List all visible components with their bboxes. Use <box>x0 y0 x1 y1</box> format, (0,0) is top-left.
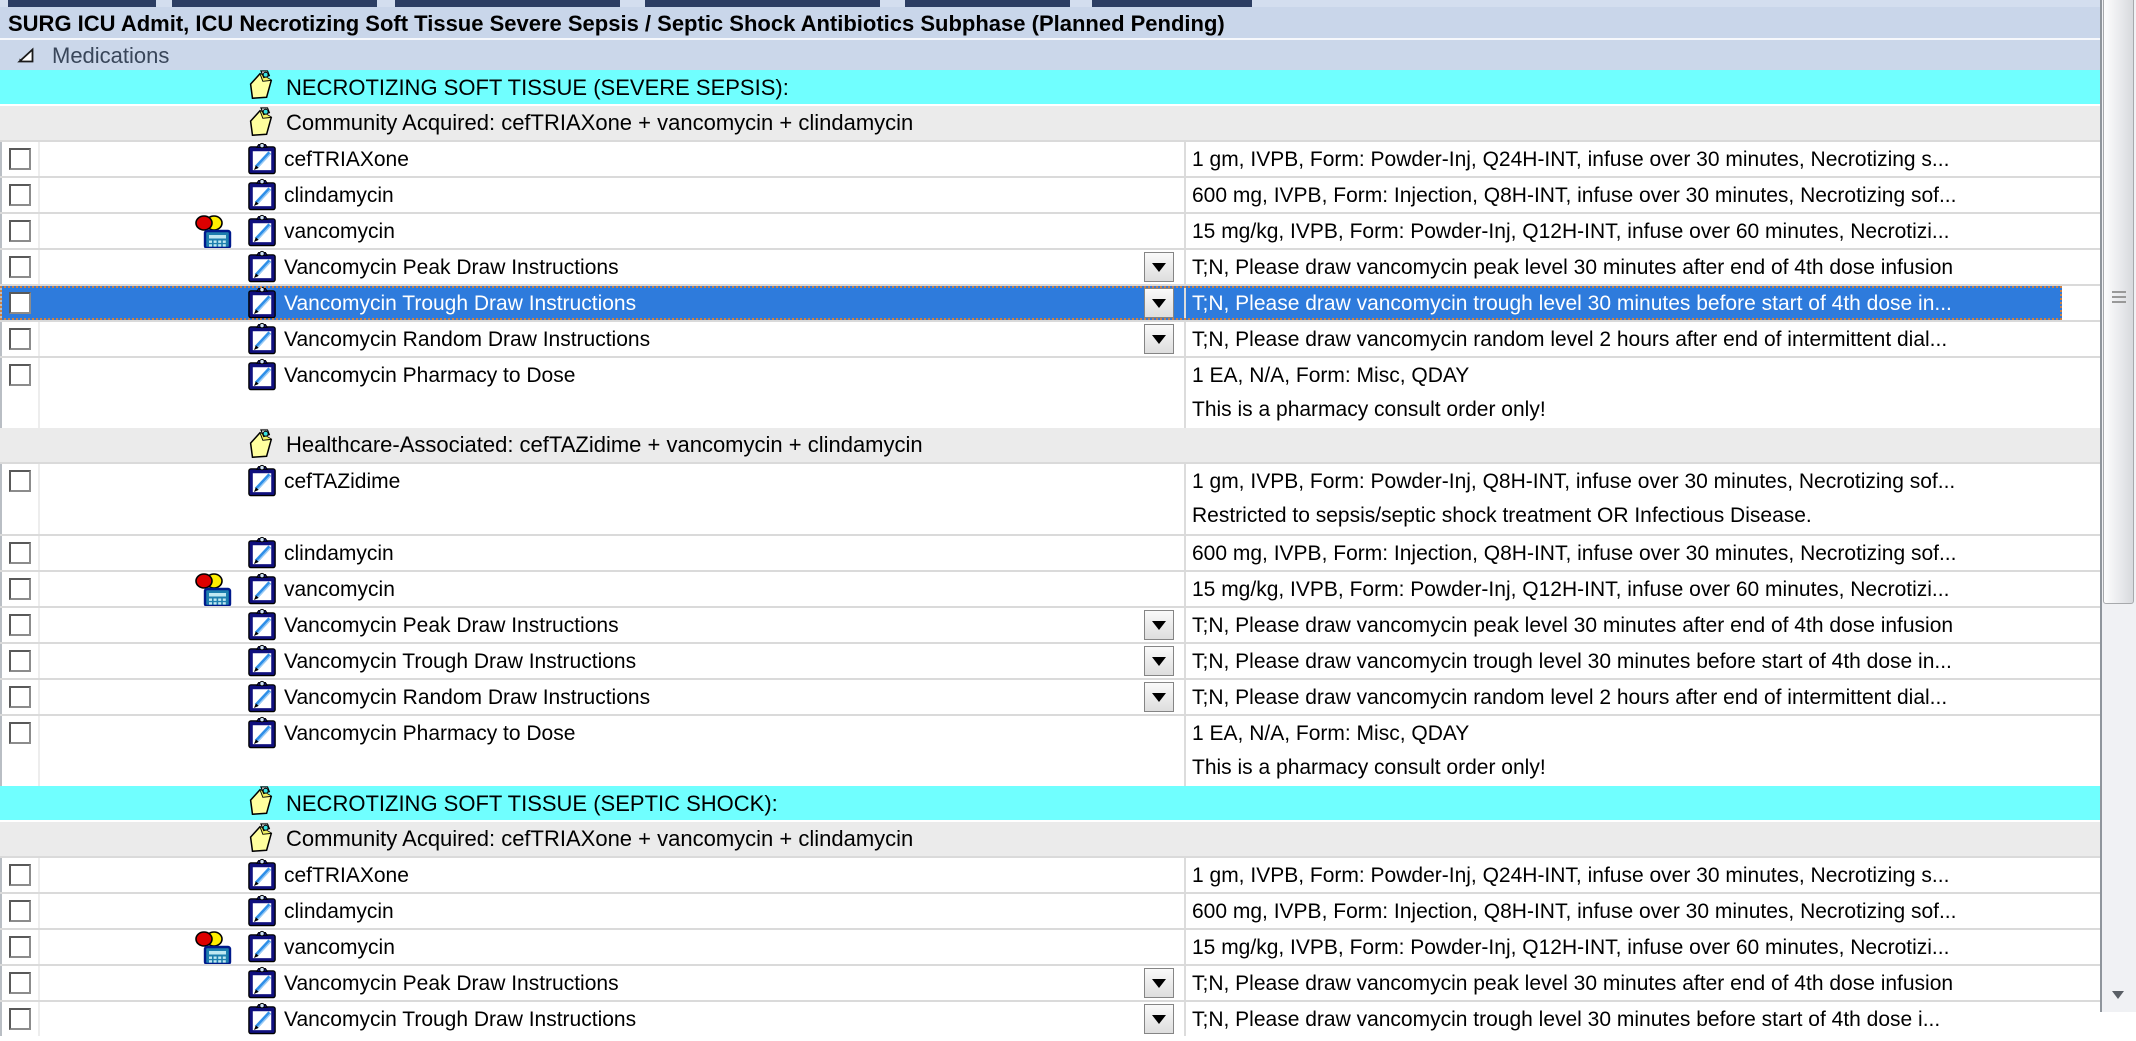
dropdown-button[interactable] <box>1144 324 1174 354</box>
combo-dropdown-arrow-icon <box>1152 299 1166 308</box>
order-details <box>1192 894 2076 928</box>
order-row-vancomycin[interactable] <box>0 212 2100 248</box>
collapse-triangle-icon[interactable] <box>18 47 34 63</box>
order-name: Vancomycin Peak Draw Instructions <box>284 972 619 995</box>
dropdown-button[interactable] <box>1144 1004 1174 1034</box>
group-header-label: Healthcare-Associated: cefTAZidime + vancomycin + clindamycin <box>286 432 923 457</box>
checkbox-column-divider <box>38 716 40 786</box>
dropdown-button[interactable] <box>1144 968 1174 998</box>
order-details <box>1192 680 2076 714</box>
order-row-clindamycin[interactable] <box>0 534 2100 570</box>
dropdown-button[interactable] <box>1144 610 1174 640</box>
checkbox-column-divider <box>38 966 40 1000</box>
order-details <box>1192 286 2076 320</box>
details-column-divider <box>1184 286 1186 320</box>
checkbox-column-divider <box>38 644 40 678</box>
order-row-vancomycin-peak-draw-instructions[interactable] <box>0 606 2100 642</box>
dropdown-button[interactable] <box>1144 646 1174 676</box>
scroll-down-arrow-icon <box>2112 991 2124 999</box>
order-name: clindamycin <box>284 542 394 565</box>
order-checkbox[interactable] <box>9 1008 31 1030</box>
combo-dropdown-arrow-icon <box>1152 657 1166 666</box>
order-details-line1: T;N, Please draw vancomycin random level 2 hours after end of intermittent dial... <box>1192 686 1948 709</box>
order-details-line1: 15 mg/kg, IVPB, Form: Powder-Inj, Q12H-INT, infuse over 60 minutes, Necrotizi... <box>1192 578 1950 601</box>
group-header-community-acquired-ceftriaxone-vancomyci <box>0 822 2100 856</box>
combo-dropdown-arrow-icon <box>1152 979 1166 988</box>
order-checkbox[interactable] <box>9 722 31 744</box>
order-name: Vancomycin Pharmacy to Dose <box>284 364 576 387</box>
order-details-line1: 1 gm, IVPB, Form: Powder-Inj, Q24H-INT, infuse over 30 minutes, Necrotizing s... <box>1192 864 1950 887</box>
order-name: cefTAZidime <box>284 470 401 493</box>
order-row-vancomycin-peak-draw-instructions[interactable] <box>0 964 2100 1000</box>
group-header-healthcare-associated-ceftazidime-vancom <box>0 428 2100 462</box>
order-row-clindamycin[interactable] <box>0 176 2100 212</box>
checkbox-column-divider <box>38 536 40 570</box>
note-reference-icon <box>244 429 276 461</box>
clipboard-pencil-order-icon <box>246 608 279 642</box>
note-reference-icon <box>244 107 276 139</box>
clipboard-pencil-order-icon <box>246 930 279 964</box>
order-details-line2: This is a pharmacy consult order only! <box>1192 398 1546 421</box>
order-details-line1: 600 mg, IVPB, Form: Injection, Q8H-INT, infuse over 30 minutes, Necrotizing sof... <box>1192 900 1957 923</box>
checkbox-column-divider <box>38 286 40 320</box>
order-checkbox[interactable] <box>9 184 31 206</box>
dose-range-calculator-icon <box>192 215 238 249</box>
clipboard-pencil-order-icon <box>246 680 279 714</box>
order-checkbox[interactable] <box>9 650 31 672</box>
clipboard-pencil-order-icon <box>246 572 279 606</box>
note-reference-icon <box>244 70 276 102</box>
order-details-line1: 1 EA, N/A, Form: Misc, QDAY <box>1192 722 1470 745</box>
clipboard-pencil-order-icon <box>246 464 279 498</box>
order-details <box>1192 536 2076 570</box>
details-column-divider <box>1184 858 1186 892</box>
combo-dropdown-arrow-icon <box>1152 621 1166 630</box>
checkbox-column-divider <box>38 608 40 642</box>
order-details-line1: T;N, Please draw vancomycin trough level 30 minutes before start of 4th dose i... <box>1192 1008 1941 1031</box>
clipboard-pencil-order-icon <box>246 250 279 284</box>
order-row-vancomycin-random-draw-instructions[interactable] <box>0 320 2100 356</box>
order-name: Vancomycin Random Draw Instructions <box>284 686 651 709</box>
order-name: Vancomycin Trough Draw Instructions <box>284 1008 637 1031</box>
details-column-divider <box>1184 680 1186 714</box>
order-details-line1: 600 mg, IVPB, Form: Injection, Q8H-INT, infuse over 30 minutes, Necrotizing sof... <box>1192 184 1957 207</box>
vertical-scrollbar[interactable] <box>2102 0 2136 1012</box>
clipboard-pencil-order-icon <box>246 286 279 320</box>
order-checkbox[interactable] <box>9 364 31 386</box>
order-name: Vancomycin Random Draw Instructions <box>284 328 651 351</box>
order-details-line1: 1 gm, IVPB, Form: Powder-Inj, Q24H-INT, infuse over 30 minutes, Necrotizing s... <box>1192 148 1950 171</box>
medications-section-label: Medications <box>52 43 170 68</box>
checkbox-column-divider <box>38 858 40 892</box>
order-name: Vancomycin Peak Draw Instructions <box>284 614 619 637</box>
order-checkbox[interactable] <box>9 256 31 278</box>
details-column-divider <box>1184 358 1186 428</box>
clipboard-pencil-order-icon <box>246 142 279 176</box>
order-details <box>1192 858 2076 892</box>
dropdown-button[interactable] <box>1144 288 1174 318</box>
order-row-vancomycin[interactable] <box>0 928 2100 964</box>
order-row-vancomycin-peak-draw-instructions[interactable] <box>0 248 2100 284</box>
details-column-divider <box>1184 178 1186 212</box>
details-column-divider <box>1184 142 1186 176</box>
section-header-label: NECROTIZING SOFT TISSUE (SEPTIC SHOCK): <box>286 791 778 816</box>
combo-dropdown-arrow-icon <box>1152 263 1166 272</box>
order-details <box>1192 250 2076 284</box>
order-name: clindamycin <box>284 184 394 207</box>
dose-range-calculator-icon <box>192 573 238 607</box>
order-name: Vancomycin Peak Draw Instructions <box>284 256 619 279</box>
order-name: vancomycin <box>284 936 395 959</box>
order-name: cefTRIAXone <box>284 864 409 887</box>
clipboard-pencil-order-icon <box>246 536 279 570</box>
order-list <box>0 70 2100 1036</box>
checkbox-column-divider <box>38 680 40 714</box>
section-header-label: NECROTIZING SOFT TISSUE (SEVERE SEPSIS): <box>286 75 789 100</box>
details-column-divider <box>1184 894 1186 928</box>
note-reference-icon <box>244 786 276 818</box>
order-details <box>1192 644 2076 678</box>
order-row-vancomycin-trough-draw-instructions[interactable] <box>0 642 2100 678</box>
order-details-line1: T;N, Please draw vancomycin peak level 30 minutes after end of 4th dose infusion <box>1192 972 1954 995</box>
clipboard-pencil-order-icon <box>246 322 279 356</box>
order-row-clindamycin[interactable] <box>0 892 2100 928</box>
order-details-line2: Restricted to sepsis/septic shock treatment OR Infectious Disease. <box>1192 504 1812 527</box>
order-checkbox[interactable] <box>9 578 31 600</box>
checkbox-column-divider <box>38 1002 40 1036</box>
order-checkbox[interactable] <box>9 972 31 994</box>
order-details <box>1192 1002 2076 1036</box>
details-column-divider <box>1184 322 1186 356</box>
order-checkbox[interactable] <box>9 864 31 886</box>
group-header-label: Community Acquired: cefTRIAXone + vancomycin + clindamycin <box>286 110 914 135</box>
group-header-label: Community Acquired: cefTRIAXone + vancomycin + clindamycin <box>286 826 914 851</box>
order-checkbox[interactable] <box>9 900 31 922</box>
order-row-vancomycin-trough-draw-instructions[interactable] <box>0 284 2100 320</box>
scrollbar-grip-icon <box>2112 291 2126 303</box>
order-checkbox[interactable] <box>9 542 31 564</box>
clipboard-pencil-order-icon <box>246 894 279 928</box>
checkbox-column-divider <box>38 250 40 284</box>
order-details <box>1192 178 2076 212</box>
checkbox-column-divider <box>38 178 40 212</box>
order-row-vancomycin-trough-draw-instructions[interactable] <box>0 1000 2100 1036</box>
order-name: Vancomycin Trough Draw Instructions <box>284 292 637 315</box>
checkbox-column-divider <box>38 214 40 248</box>
note-reference-icon <box>244 823 276 855</box>
order-details <box>1192 572 2076 606</box>
dropdown-button[interactable] <box>1144 682 1174 712</box>
order-details-line2: This is a pharmacy consult order only! <box>1192 756 1546 779</box>
order-name: Vancomycin Pharmacy to Dose <box>284 722 576 745</box>
order-details <box>1192 930 2076 964</box>
order-details <box>1192 608 2076 642</box>
order-row-vancomycin-pharmacy-to-dose[interactable] <box>0 356 2100 428</box>
checkbox-column-divider <box>38 142 40 176</box>
order-name: vancomycin <box>284 578 395 601</box>
order-details-line1: 600 mg, IVPB, Form: Injection, Q8H-INT, infuse over 30 minutes, Necrotizing sof... <box>1192 542 1957 565</box>
medications-section-header[interactable] <box>0 40 2100 70</box>
order-details <box>1192 322 2076 356</box>
order-row-vancomycin-random-draw-instructions[interactable] <box>0 678 2100 714</box>
order-details <box>1192 716 2076 786</box>
details-column-divider <box>1184 214 1186 248</box>
order-name: clindamycin <box>284 900 394 923</box>
checkbox-column-divider <box>38 572 40 606</box>
order-row-ceftriaxone[interactable] <box>0 140 2100 176</box>
order-details <box>1192 142 2076 176</box>
order-name: Vancomycin Trough Draw Instructions <box>284 650 637 673</box>
clipped-header-strip <box>0 0 2100 7</box>
checkbox-column-divider <box>38 322 40 356</box>
order-details-line1: T;N, Please draw vancomycin peak level 30 minutes after end of 4th dose infusion <box>1192 614 1954 637</box>
checkbox-column-divider <box>38 358 40 428</box>
order-checkbox[interactable] <box>9 686 31 708</box>
details-column-divider <box>1184 930 1186 964</box>
order-checkbox[interactable] <box>9 470 31 492</box>
dropdown-button[interactable] <box>1144 252 1174 282</box>
combo-dropdown-arrow-icon <box>1152 693 1166 702</box>
details-column-divider <box>1184 464 1186 534</box>
section-header-necrotizing-soft-tissue-septic-shock <box>0 786 2100 822</box>
order-row-ceftriaxone[interactable] <box>0 856 2100 892</box>
clipboard-pencil-order-icon <box>246 358 279 392</box>
order-checkbox[interactable] <box>9 328 31 350</box>
checkbox-column-divider <box>38 464 40 534</box>
order-details-line1: T;N, Please draw vancomycin peak level 30 minutes after end of 4th dose infusion <box>1192 256 1954 279</box>
order-checkbox[interactable] <box>9 936 31 958</box>
details-column-divider <box>1184 1002 1186 1036</box>
clipboard-pencil-order-icon <box>246 858 279 892</box>
clipboard-pencil-order-icon <box>246 716 279 750</box>
combo-dropdown-arrow-icon <box>1152 335 1166 344</box>
order-row-ceftazidime[interactable] <box>0 462 2100 534</box>
section-header-necrotizing-soft-tissue-severe-sepsis <box>0 70 2100 106</box>
clipboard-pencil-order-icon <box>246 214 279 248</box>
scrollbar-thumb[interactable] <box>2103 0 2134 604</box>
combo-dropdown-arrow-icon <box>1152 1015 1166 1024</box>
order-details <box>1192 358 2076 428</box>
order-details <box>1192 464 2076 534</box>
order-details-line1: 15 mg/kg, IVPB, Form: Powder-Inj, Q12H-INT, infuse over 60 minutes, Necrotizi... <box>1192 220 1950 243</box>
clipboard-pencil-order-icon <box>246 178 279 212</box>
checkbox-column-divider <box>38 894 40 928</box>
details-column-divider <box>1184 572 1186 606</box>
details-column-divider <box>1184 966 1186 1000</box>
order-name: vancomycin <box>284 220 395 243</box>
order-details <box>1192 214 2076 248</box>
order-checkbox[interactable] <box>9 220 31 242</box>
order-details-line1: T;N, Please draw vancomycin trough level 30 minutes before start of 4th dose in... <box>1192 292 1952 315</box>
details-column-divider <box>1184 608 1186 642</box>
order-details-line1: 1 EA, N/A, Form: Misc, QDAY <box>1192 364 1470 387</box>
order-checkbox[interactable] <box>9 292 31 314</box>
order-details-line1: T;N, Please draw vancomycin random level 2 hours after end of intermittent dial... <box>1192 328 1948 351</box>
order-details <box>1192 966 2076 1000</box>
clipboard-pencil-order-icon <box>246 1002 279 1036</box>
details-column-divider <box>1184 536 1186 570</box>
scrollbar-down-button[interactable] <box>2102 978 2136 1012</box>
plan-title-bar <box>0 7 2100 40</box>
details-column-divider <box>1184 250 1186 284</box>
checkbox-column-divider <box>38 930 40 964</box>
order-row-vancomycin-pharmacy-to-dose[interactable] <box>0 714 2100 786</box>
details-column-divider <box>1184 716 1186 786</box>
order-row-vancomycin[interactable] <box>0 570 2100 606</box>
order-checkbox[interactable] <box>9 148 31 170</box>
group-header-community-acquired-ceftriaxone-vancomyci <box>0 106 2100 140</box>
order-details-line1: 1 gm, IVPB, Form: Powder-Inj, Q8H-INT, infuse over 30 minutes, Necrotizing sof... <box>1192 470 1956 493</box>
order-details-line1: 15 mg/kg, IVPB, Form: Powder-Inj, Q12H-INT, infuse over 60 minutes, Necrotizi... <box>1192 936 1950 959</box>
order-checkbox[interactable] <box>9 614 31 636</box>
clipboard-pencil-order-icon <box>246 966 279 1000</box>
clipboard-pencil-order-icon <box>246 644 279 678</box>
details-column-divider <box>1184 644 1186 678</box>
order-name: cefTRIAXone <box>284 148 409 171</box>
order-details-line1: T;N, Please draw vancomycin trough level 30 minutes before start of 4th dose in... <box>1192 650 1952 673</box>
dose-range-calculator-icon <box>192 931 238 965</box>
plan-title: SURG ICU Admit, ICU Necrotizing Soft Tissue Severe Sepsis / Septic Shock Antibiotics Subphase (Planned Pending) <box>8 11 1225 36</box>
